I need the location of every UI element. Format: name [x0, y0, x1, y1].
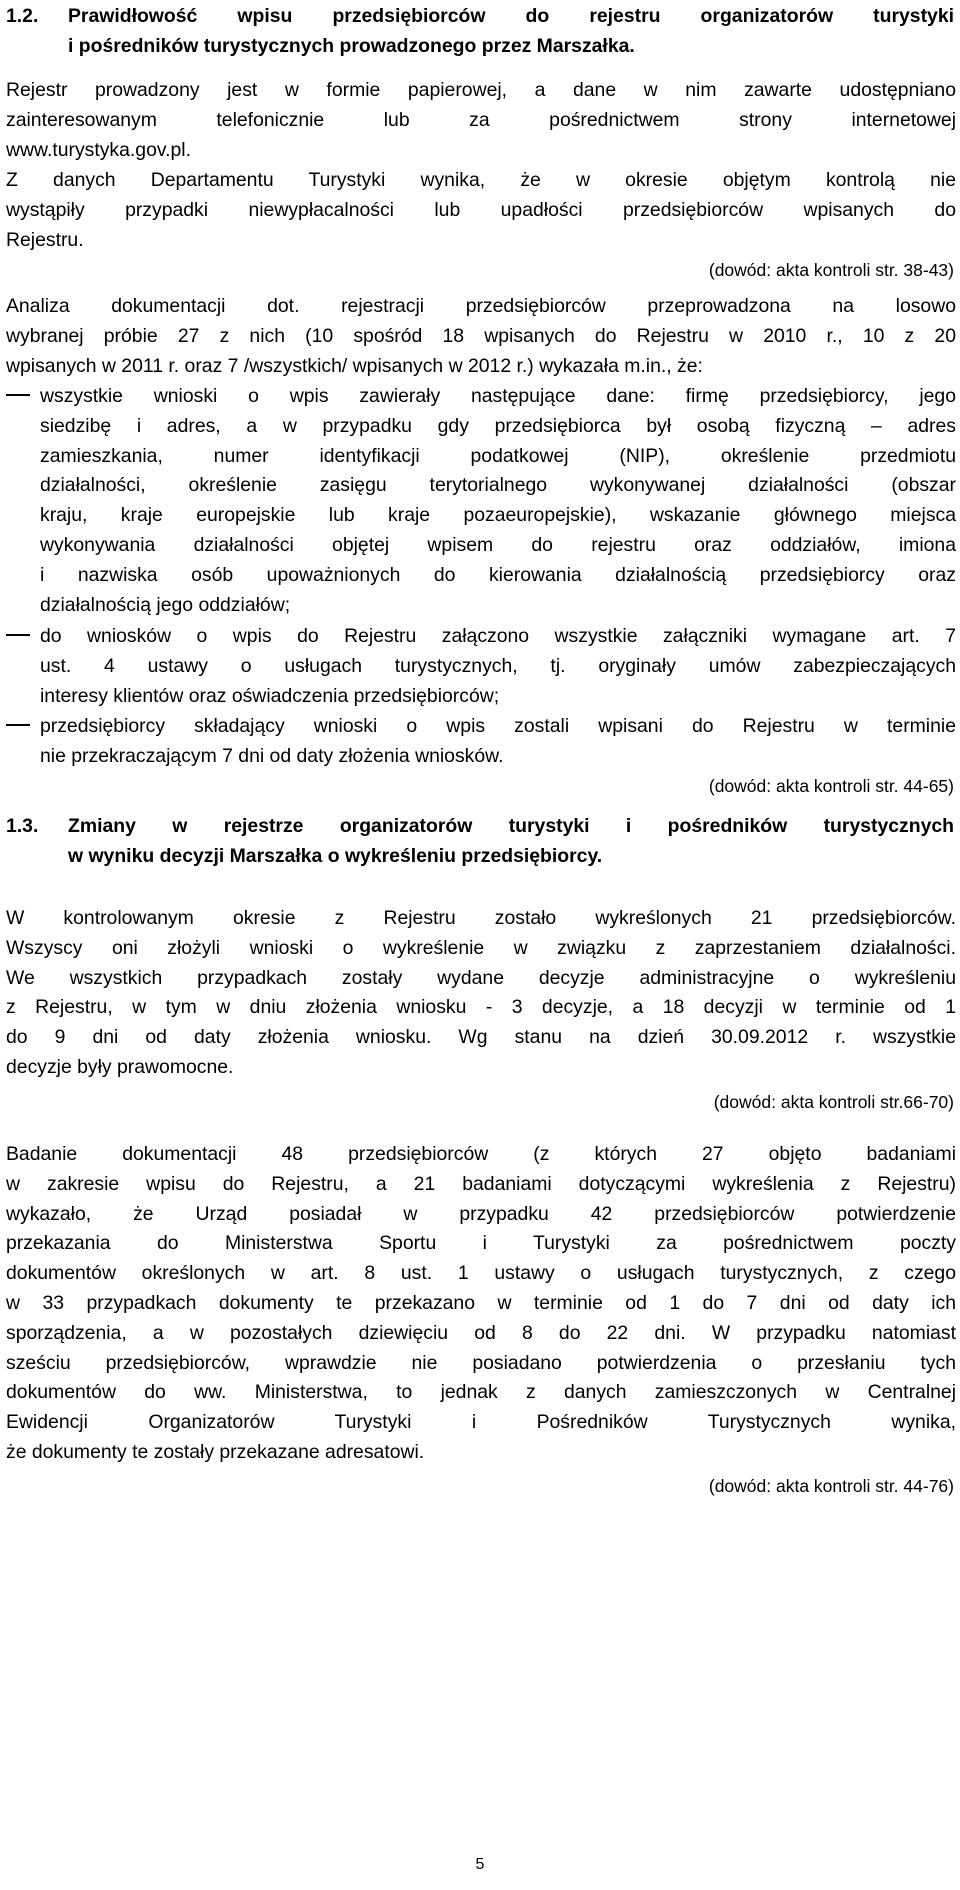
text-line: Ewidencji Organizatorów Turystyki i Pośredników Turystycznych wynika, — [6, 1411, 956, 1434]
heading-line: Prawidłowość wpisu przedsiębiorców do rejestru organizatorów turystyki — [68, 5, 954, 27]
text-line: w zakresie wpisu do Rejestru, a 21 badaniami dotyczącymi wykreślenia z Rejestru) — [6, 1172, 956, 1195]
text-line: siedzibę i adres, a w przypadku gdy przedsiębiorca był osobą fizyczną – adres — [40, 414, 956, 437]
text-line: Rejestr prowadzony jest w formie papierowej, a dane w nim zawarte udostępniano — [6, 79, 956, 101]
text-line: wykazało, że Urząd posiadał w przypadku 42 przedsiębiorców potwierdzenie — [6, 1202, 956, 1225]
text-line: wykonywania działalności objętej wpisem do rejestru oraz oddziałów, imiona — [40, 533, 956, 556]
text-line: wszystkie wnioski o wpis zawierały następujące dane: firmę przedsiębiorcy, jego — [40, 385, 956, 407]
text-line: Wszyscy oni złożyli wnioski o wykreślenie w związku z zaprzestaniem działalności. — [6, 936, 956, 959]
text-line: w 33 przypadkach dokumenty te przekazano w terminie od 1 do 7 dni od daty ich — [6, 1291, 956, 1314]
section-number: 1.3. — [6, 815, 39, 837]
text-line: sześciu przedsiębiorców, wprawdzie nie posiadano potwierdzenia o przesłaniu tych — [6, 1351, 956, 1374]
text-line: do 9 dni od daty złożenia wniosku. Wg stanu na dzień 30.09.2012 r. wszystkie — [6, 1026, 956, 1049]
text-line: sporządzenia, a w pozostałych dziewięciu od 8 do 22 dni. W przypadku natomiast — [6, 1321, 956, 1344]
text-line: wybranej próbie 27 z nich (10 spośród 18 wpisanych do Rejestru w 2010 r., 10 z 20 — [6, 324, 956, 347]
paragraph — [6, 1140, 956, 1468]
text-line: dokumentów określonych w art. 8 ust. 1 ustawy o usługach turystycznych, z czego — [6, 1262, 956, 1285]
text-line: że dokumenty te zostały przekazane adresatowi. — [6, 1440, 425, 1463]
text-line: Z danych Departamentu Turystyki wynika, że w okresie objętym kontrolą nie — [6, 169, 956, 191]
paragraph — [6, 292, 956, 381]
text-line: do wniosków o wpis do Rejestru załączono wszystkie załączniki wymagane art. 7 — [40, 625, 956, 647]
text-line: interesy klientów oraz oświadczenia przedsiębiorców; — [40, 684, 500, 707]
page-number: 5 — [475, 1856, 485, 1873]
text-line: z Rejestru, w tym w dniu złożenia wniosku - 3 decyzje, a 18 decyzji w terminie od 1 — [6, 996, 956, 1019]
section-heading — [68, 812, 954, 872]
list-item — [40, 712, 956, 772]
text-line: zamieszkania, numer identyfikacji podatkowej (NIP), określenie przedmiotu — [40, 444, 956, 467]
dash-bullet-icon — [6, 634, 30, 636]
text-line: dokumentów do ww. Ministerstwa, to jednak z danych zamieszczonych w Centralnej — [6, 1381, 956, 1404]
text-line: decyzje były prawomocne. — [6, 1055, 234, 1078]
section-heading — [68, 2, 954, 62]
section-number: 1.2. — [6, 5, 39, 27]
text-line: nie przekraczającym 7 dni od daty złożenia wniosków. — [40, 744, 504, 767]
text-line: Badanie dokumentacji 48 przedsiębiorców (z których 27 objęto badaniami — [6, 1143, 956, 1165]
paragraph — [6, 904, 956, 1083]
text-line: i nazwiska osób upoważnionych do kierowania działalnością przedsiębiorcy oraz — [40, 563, 956, 586]
evidence-note: (dowód: akta kontroli str.66-70) — [713, 1092, 954, 1112]
dash-bullet-icon — [6, 724, 30, 726]
evidence-note: (dowód: akta kontroli str. 44-76) — [708, 1476, 954, 1496]
heading-line: w wyniku decyzji Marszałka o wykreśleniu przedsiębiorcy. — [68, 844, 603, 867]
paragraph — [6, 166, 956, 255]
text-line: W kontrolowanym okresie z Rejestru zostało wykreślonych 21 przedsiębiorców. — [6, 907, 956, 929]
paragraph — [6, 76, 956, 165]
text-line: ust. 4 ustawy o usługach turystycznych, tj. oryginały umów zabezpieczających — [40, 654, 956, 677]
text-line: kraju, kraje europejskie lub kraje pozaeuropejskie), wskazanie głównego miejsca — [40, 504, 956, 527]
list-item — [40, 622, 956, 711]
text-line: Rejestru. — [6, 228, 84, 251]
text-line: www.turystyka.gov.pl. — [6, 138, 191, 161]
text-line: zainteresowanym telefonicznie lub za pośrednictwem strony internetowej — [6, 108, 956, 131]
text-line: przekazania do Ministerstwa Sportu i Turystyki za pośrednictwem poczty — [6, 1232, 956, 1255]
text-line: We wszystkich przypadkach zostały wydane decyzje administracyjne o wykreśleniu — [6, 966, 956, 989]
text-line: wpisanych w 2011 r. oraz 7 /wszystkich/ wpisanych w 2012 r.) wykazała m.in., że: — [6, 354, 703, 377]
text-line: działalnością jego oddziałów; — [40, 593, 291, 616]
evidence-note: (dowód: akta kontroli str. 38-43) — [708, 260, 954, 280]
dash-bullet-icon — [6, 394, 30, 396]
heading-line: Zmiany w rejestrze organizatorów turystyki i pośredników turystycznych — [68, 815, 954, 837]
text-line: przedsiębiorcy składający wnioski o wpis zostali wpisani do Rejestru w terminie — [40, 715, 956, 737]
text-line: działalności, określenie zasięgu terytorialnego wykonywanej działalności (obszar — [40, 474, 956, 497]
evidence-note: (dowód: akta kontroli str. 44-65) — [708, 776, 954, 796]
heading-line: i pośredników turystycznych prowadzonego przez Marszałka. — [68, 34, 635, 57]
text-line: Analiza dokumentacji dot. rejestracji przedsiębiorców przeprowadzona na losowo — [6, 295, 956, 317]
text-line: wystąpiły przypadki niewypłacalności lub upadłości przedsiębiorców wpisanych do — [6, 198, 956, 221]
list-item — [40, 382, 956, 620]
